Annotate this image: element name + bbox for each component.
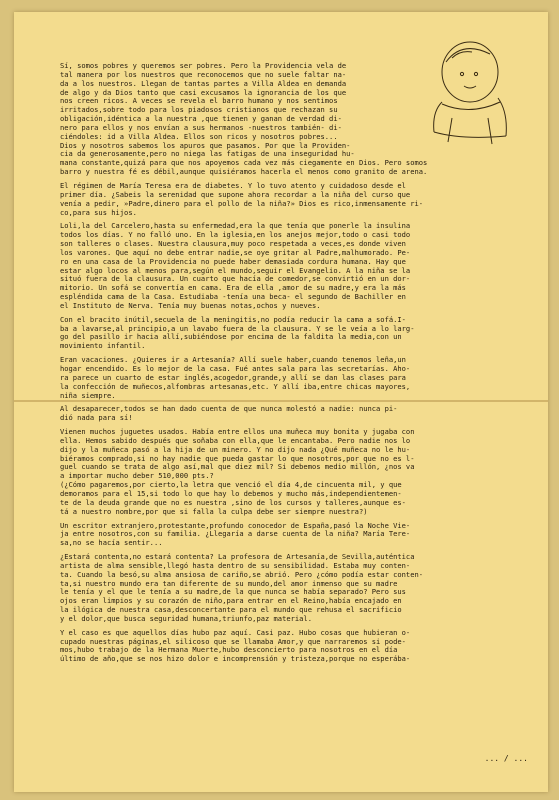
document-body	[60, 62, 510, 667]
document-page	[14, 12, 548, 792]
paragraph: ¿Estará contenta,no estará contenta? La profesora de Artesanía,de Sevilla,auténtica artista de alma sensible,llegó hasta dentro de su sensibilidad. Estaba muy conten- ta. Cuando la besó,su alma ansiosa de cariño,se abrió. Pero ¿cómo podía estar conten- ta,si nuestro mundo era tan diferente de su mundo,del amor inmenso que su madre le tenía y el que le tenía a su madre,de la que nunca se había separado? Pero sus ojos eran limpios y su corazón de niño,para entrar en el Reino,había encajado en la ilógica de nuestra casa,desconcertante para el mundo que rehusa el sacrificio y el dolor,que busca seguridad humana,triunfo,paz material.	[60, 552, 424, 623]
paragraph: Y el caso es que aquellos días hubo paz aquí. Casi paz. Hubo cosas que hubieran o- cupado nuestras páginas,el silicoso que se llamaba Amor,y que narraremos si pode- mos,hubo trabajo de la Hermana Muerte,hubo desconcierto para nosotros en el día último de año,que se nos hizo dolor e incomprensión y tristeza,porque no esperába-	[60, 627, 411, 664]
paragraph: El régimen de María Teresa era de diabetes. Y lo tuvo atento y cuidadoso desde el primer día. ¿Sabeis la serenidad que supone ahora recordar a la niña del curso que venía a pedir, »Padre,dinero para el pollo de la niña?» Dios es rico,inmensamente ri- co,para sus hijos.	[60, 180, 424, 217]
paragraph: Un escritor extranjero,protestante,profundo conocedor de España,pasó la Noche Vie- ja entre nosotros,con su familia. ¿Llegaría a darse cuenta de la niña? María Tere- sa,no se hacía sentir...	[60, 520, 411, 548]
paragraph: Eran vacaciones. ¿Quieres ir a Artesanía? Allí suele haber,cuando tenemos leña,un hogar encendido. Es lo mejor de la casa. Fué antes sala para las secretarías. Aho- ra parece un cuarto de estar inglés,acogedor,grande,y allí se dan las clases para la confección de muñecos,alfombras artesanas,etc. Y allí iba,entre chicas mayores, niña siempre.	[60, 355, 411, 400]
paragraph: Al desaparecer,todos se han dado cuenta de que nunca molestó a nadie: nunca pi- dió nada para sí!	[60, 404, 398, 423]
paragraph: Vienen muchos juguetes usados. Había entre ellos una muñeca muy bonita y jugaba con ella. Hemos sabido después que soñaba con ella,que le encantaba. Pero nadie nos lo dijo y la muñeca pasó a la hija de un minero. Y no dijo nada ¿Qué muñeca no le hu- biéramos comprado,si no hay nadie que pueda gastar lo que nosotros,por que no es l- guel cuando se trata de algo así,mal que diez mil? Si debemos medio millón, ¿nos va a importar mucho deber 510,000 pts.? (¿Cómo pagaremos,por cierto,la letra que venció el día 4,de cincuenta mil, y que demoramos para el 15,si todo lo que hay lo debemos y mucho más,independientemen- te de la deuda grande que no es nuestra ,sino de los cursos y talleres,aunque es- tá a nuestro nombre,por que si falla la culpa debe ser siempre nuestra?)	[60, 427, 415, 516]
continuation-mark: ... / ...	[484, 754, 528, 763]
paragraph: Loli,la del Carcelero,hasta su enfermedad,era la que tenía que ponerle la insulina todos los días. Y no falló uno. En la iglesia,en los anejos mejor,todo o casi todo son talleres o clases. Nuestra clausura,muy poco respetada a veces,es donde viven los varones. Que aquí no debe entrar nadie,se oye gritar al Padre,malhumorado. Pe- ro en una casa de la Providencia no puede haber demasiada cordura humana. Hay que estar algo locos al menos para,según el mundo,seguir el Evangelio. A la niña se la situó fuera de la clausura. Un cuarto que hacía de comedor,se convirtió en un dor- mitorio. Un sofá se convertía en cama. Era de ella ,amor de su madre,y era la más espléndida cama de la Casa. Estudiaba -tenía una beca- el segundo de Bachiller en el Instituto de Nerva. Tenía muy buenas notas,ochos y nueves.	[60, 221, 411, 310]
paragraph: Con el bracito inútil,secuela de la meningitis,no podía reducir la cama a sofá.I- ba a lavarse,al principio,a un lavabo fuera de la clausura. Y se le veía a lo larg- go del pasillo ir hacia allí,subiéndose por encima de la faldita la media,con un movimiento infantil.	[60, 314, 415, 351]
paragraph: Sí, somos pobres y queremos ser pobres. Pero la Providencia vela de tal manera por los nuestros que reconocemos que no suele faltar na- da a los nuestros. Llegan de tantas partes a Villa Aldea en demanda de algo y da Dios tanto que casi excusamos la ignorancia de los que nos creen ricos. A veces se revela el barro humano y nos sentimos irritados,sobre todo para los piadosos cristianos que rechazan su obligación,idéntica a la nuestra ,que tienen y ganan de verdad di- nero para ellos y nos envían a sus hermanos -nuestros también- di- ciéndoles: id a Villa Aldea. Ellos son ricos y nosotros pobres... Dios y nosotros sabemos los apuros que pasamos. Por que la Providen- cia da generosamente,pero no niega las fatigas de una inseguridad hu- mana constante,quizá para que nos apoyemos cada vez más ciegamente en Dios. Pero somos barro y nuestra fé es débil,aunque quisiéramos hacerla el menos como granito de arena.	[60, 61, 428, 177]
